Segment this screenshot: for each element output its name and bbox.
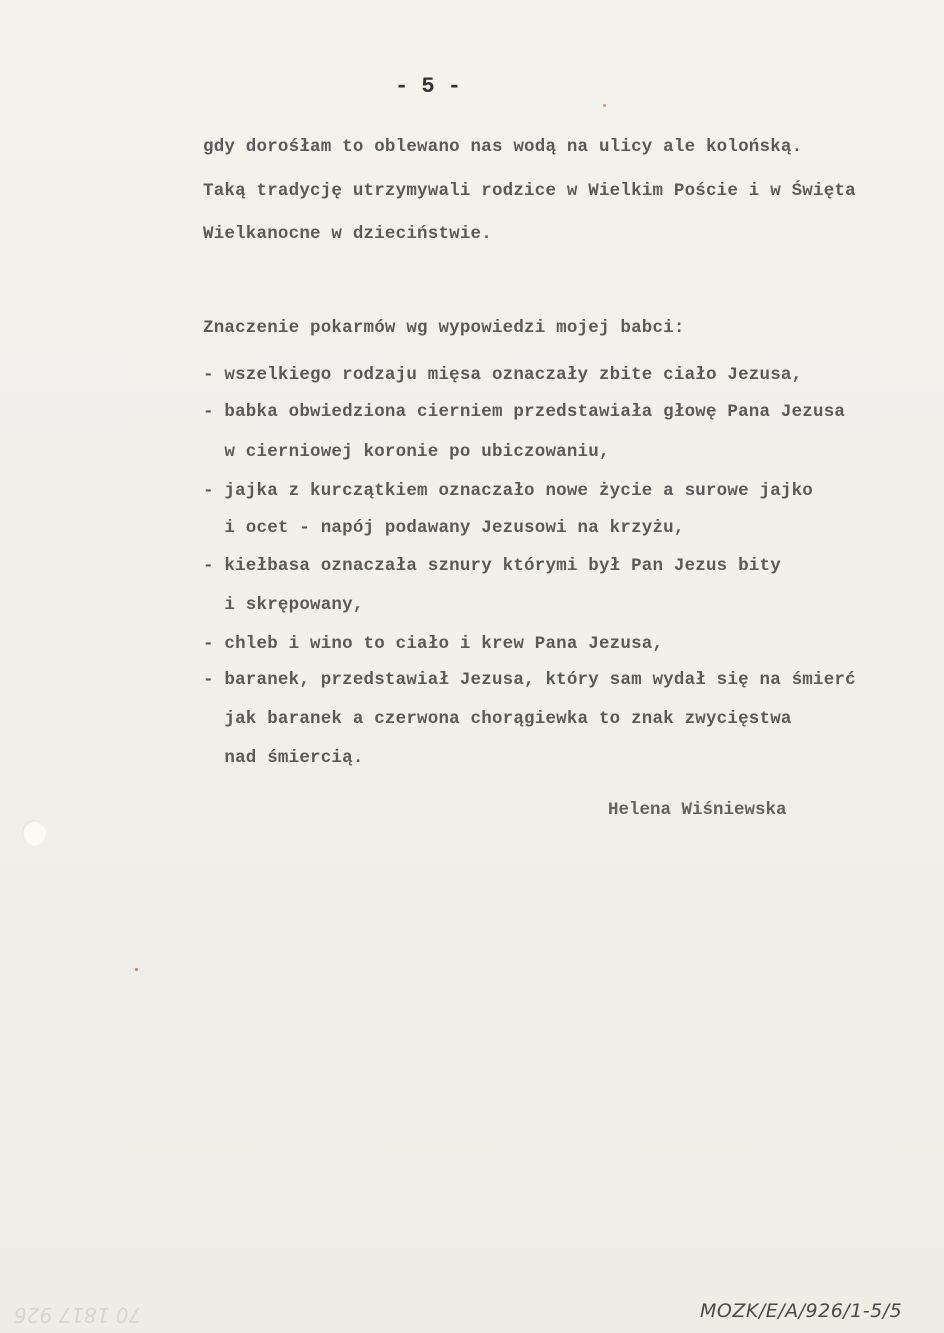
intro-line-2: Taką tradycję utrzymywali rodzice w Wielkim Poście i w Święta [203, 181, 856, 201]
list-line: - jajka z kurczątkiem oznaczało nowe życie a surowe jajko [203, 481, 813, 501]
archive-signature-mark: MOZK/E/A/926/1-5/5 [700, 1300, 903, 1322]
paper-speck [603, 104, 606, 107]
faint-inventory-mark: 70 1817 926 [14, 1303, 142, 1327]
list-line: - kiełbasa oznaczała sznury którymi był Pan Jezus bity [203, 556, 781, 576]
list-line: - babka obwiedziona cierniem przedstawiała głowę Pana Jezusa [203, 402, 846, 422]
list-line: - chleb i wino to ciało i krew Pana Jezusa, [203, 634, 664, 654]
intro-line-1: gdy dorośłam to oblewano nas wodą na ulicy ale kolońską. [203, 137, 803, 157]
page-number: - 5 - [395, 74, 462, 99]
intro-line-3: Wielkanocne w dzieciństwie. [203, 224, 492, 244]
list-line: i ocet - napój podawany Jezusowi na krzyżu, [203, 518, 685, 538]
list-line: jak baranek a czerwona chorągiewka to znak zwycięstwa [203, 709, 792, 729]
paper-speck [135, 968, 138, 971]
list-line: nad śmiercią. [203, 748, 364, 768]
list-line: w cierniowej koronie po ubiczowaniu, [203, 442, 610, 462]
signature: Helena Wiśniewska [608, 800, 787, 820]
list-line: - wszelkiego rodzaju mięsa oznaczały zbite ciało Jezusa, [203, 365, 803, 385]
punch-hole [22, 820, 46, 846]
list-line: - baranek, przedstawiał Jezusa, który sam wydał się na śmierć [203, 670, 856, 690]
list-heading: Znaczenie pokarmów wg wypowiedzi mojej babci: [203, 318, 685, 338]
list-line: i skrępowany, [203, 595, 364, 615]
